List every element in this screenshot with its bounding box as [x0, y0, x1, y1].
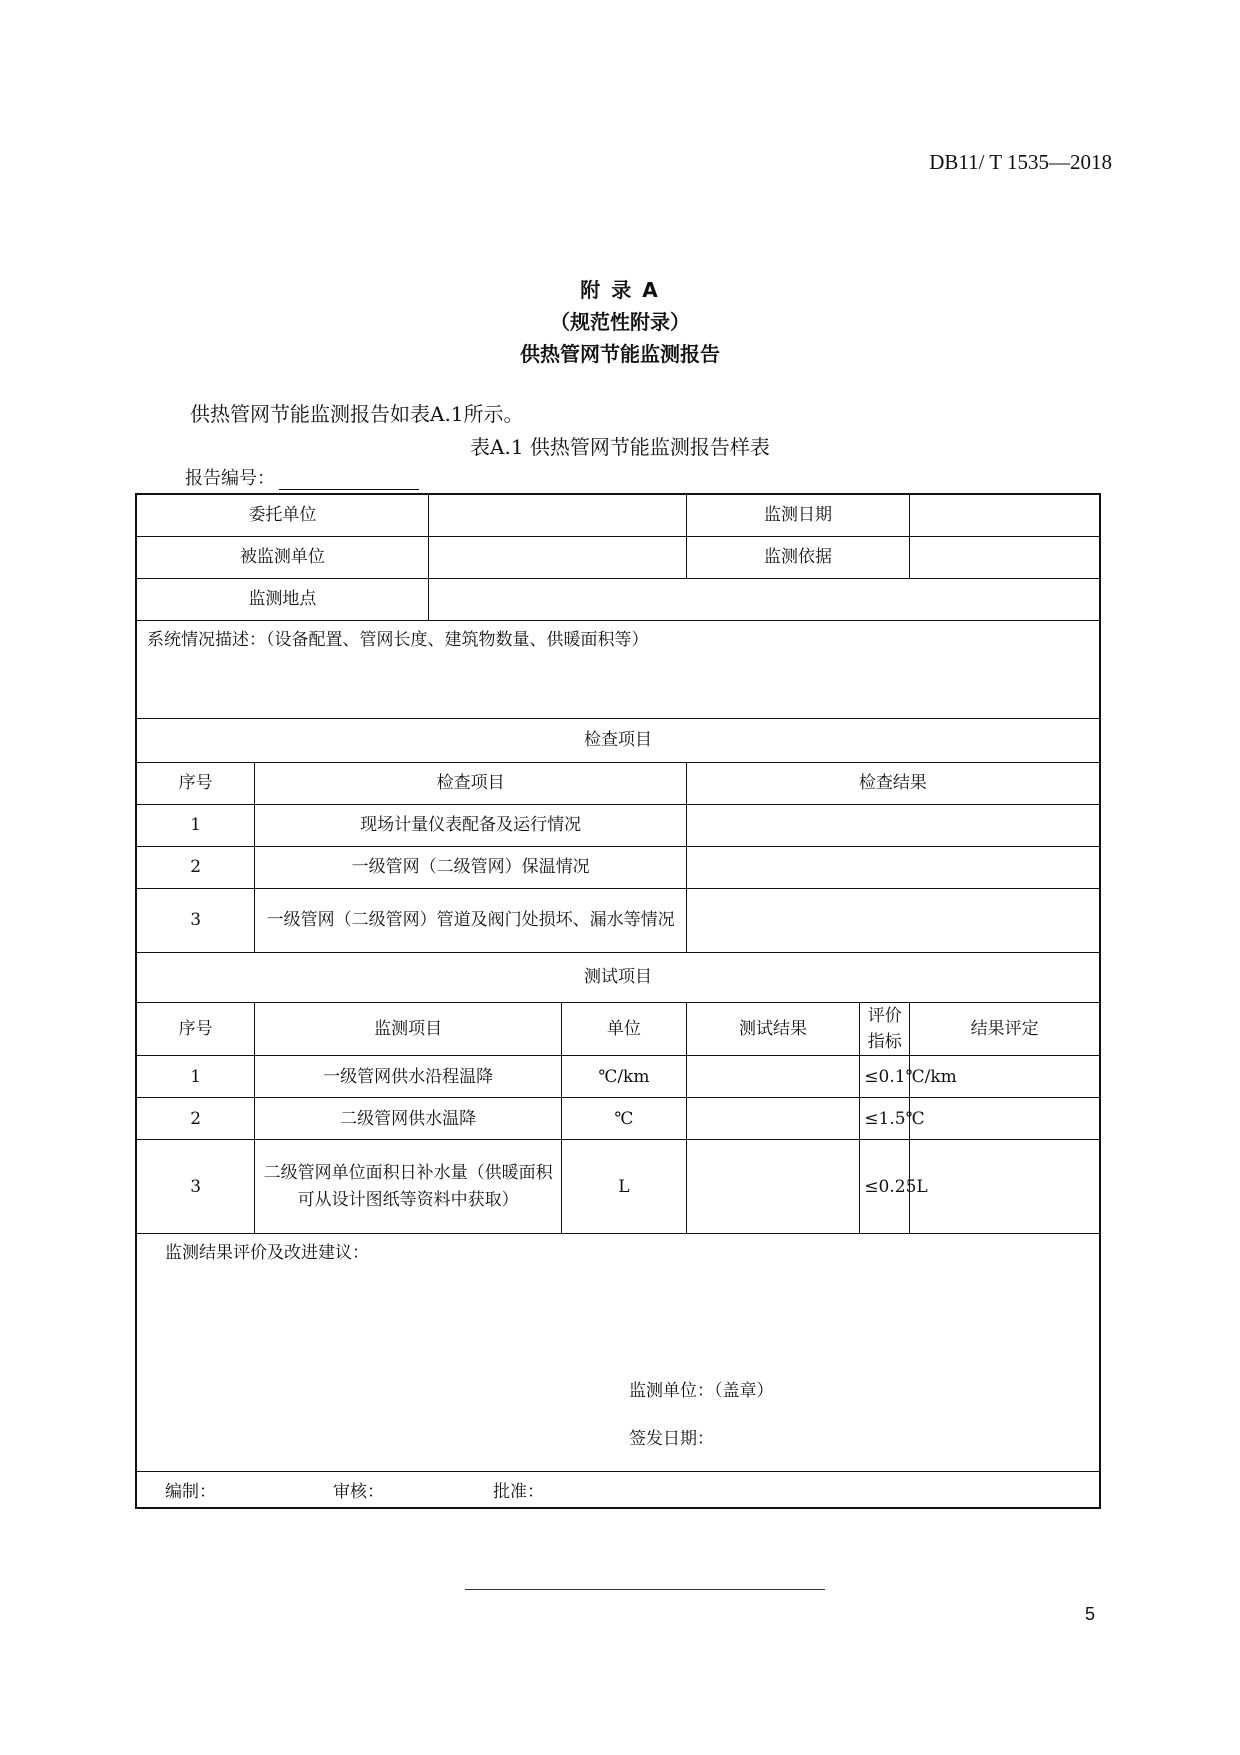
client-label: 委托单位: [136, 494, 428, 536]
inspection-section-title: 检查项目: [136, 718, 1100, 762]
monitor-unit-label: 监测单位：（盖章）: [629, 1381, 774, 1402]
test-row-no: 2: [136, 1098, 255, 1140]
report-number-blank[interactable]: [279, 469, 419, 490]
approved-label: 批准：: [493, 1482, 544, 1503]
standard-code: DB11/ T 1535—2018: [929, 150, 1112, 174]
inspection-row-item: 一级管网（二级管网）管道及阀门处损坏、漏水等情况: [255, 888, 686, 952]
footer-rule: [465, 1589, 825, 1590]
test-row-index: ≤0.1℃/km: [860, 1056, 910, 1098]
test-row-item: 一级管网供水沿程温降: [255, 1056, 562, 1098]
test-row-verdict[interactable]: [910, 1098, 1100, 1140]
test-header-verdict: 结果评定: [910, 1002, 1100, 1056]
inspection-header-item: 检查项目: [255, 762, 686, 804]
test-header-no: 序号: [136, 1002, 255, 1056]
reviewed-label: 审核：: [333, 1482, 384, 1503]
inspection-row-no: 2: [136, 846, 255, 888]
location-value[interactable]: [428, 578, 1100, 620]
basis-label: 监测依据: [686, 536, 909, 578]
test-row-index: ≤1.5℃: [860, 1098, 910, 1140]
system-description[interactable]: 系统情况描述：（设备配置、管网长度、建筑物数量、供暖面积等）: [136, 620, 1100, 718]
compiled-label: 编制：: [165, 1482, 216, 1503]
test-row-no: 1: [136, 1056, 255, 1098]
inspection-row-result[interactable]: [686, 888, 1100, 952]
inspection-header-no: 序号: [136, 762, 255, 804]
inspection-row-item: 现场计量仪表配备及运行情况: [255, 804, 686, 846]
test-section-title: 测试项目: [136, 952, 1100, 1002]
test-row-unit: ℃/km: [562, 1056, 687, 1098]
monitored-unit-label: 被监测单位: [136, 536, 428, 578]
test-row-unit: ℃: [562, 1098, 687, 1140]
test-header-unit: 单位: [562, 1002, 687, 1056]
inspection-row-item: 一级管网（二级管网）保温情况: [255, 846, 686, 888]
test-header-result: 测试结果: [686, 1002, 860, 1056]
test-row-unit: L: [562, 1140, 687, 1234]
report-form-table: [135, 493, 1101, 1509]
inspection-row-result[interactable]: [686, 846, 1100, 888]
inspection-row-no: 3: [136, 888, 255, 952]
test-row-result[interactable]: [686, 1098, 860, 1140]
test-header-item: 监测项目: [255, 1002, 562, 1056]
table-caption: 表A.1 供热管网节能监测报告样表: [470, 435, 770, 459]
test-row-result[interactable]: [686, 1056, 860, 1098]
inspection-row-result[interactable]: [686, 804, 1100, 846]
report-number-field: [185, 464, 419, 490]
test-row-no: 3: [136, 1140, 255, 1234]
sign-off-row: [136, 1472, 1100, 1508]
inspection-row-no: 1: [136, 804, 255, 846]
appendix-title: 附 录 A: [580, 278, 660, 302]
evaluation-block[interactable]: [136, 1234, 1100, 1472]
appendix-name: 供热管网节能监测报告: [520, 342, 720, 366]
location-label: 监测地点: [136, 578, 428, 620]
appendix-subtitle: （规范性附录）: [550, 310, 690, 334]
test-row-result[interactable]: [686, 1140, 860, 1234]
report-number-label: 报告编号：: [185, 468, 275, 489]
test-row-index: ≤0.25L: [860, 1140, 910, 1234]
intro-paragraph: 供热管网节能监测报告如表A.1所示。: [190, 402, 524, 426]
test-row-verdict[interactable]: [910, 1140, 1100, 1234]
client-value[interactable]: [428, 494, 686, 536]
monitored-unit-value[interactable]: [428, 536, 686, 578]
issue-date-label: 签发日期：: [629, 1429, 714, 1450]
inspection-header-result: 检查结果: [686, 762, 1100, 804]
test-header-index: 评价指标: [860, 1002, 910, 1056]
date-value[interactable]: [910, 494, 1100, 536]
evaluation-label: 监测结果评价及改进建议：: [165, 1243, 369, 1264]
date-label: 监测日期: [686, 494, 909, 536]
test-row-item: 二级管网供水温降: [255, 1098, 562, 1140]
page-number: 5: [1085, 1604, 1096, 1624]
basis-value[interactable]: [910, 536, 1100, 578]
test-row-item: 二级管网单位面积日补水量（供暖面积可从设计图纸等资料中获取）: [255, 1140, 562, 1234]
